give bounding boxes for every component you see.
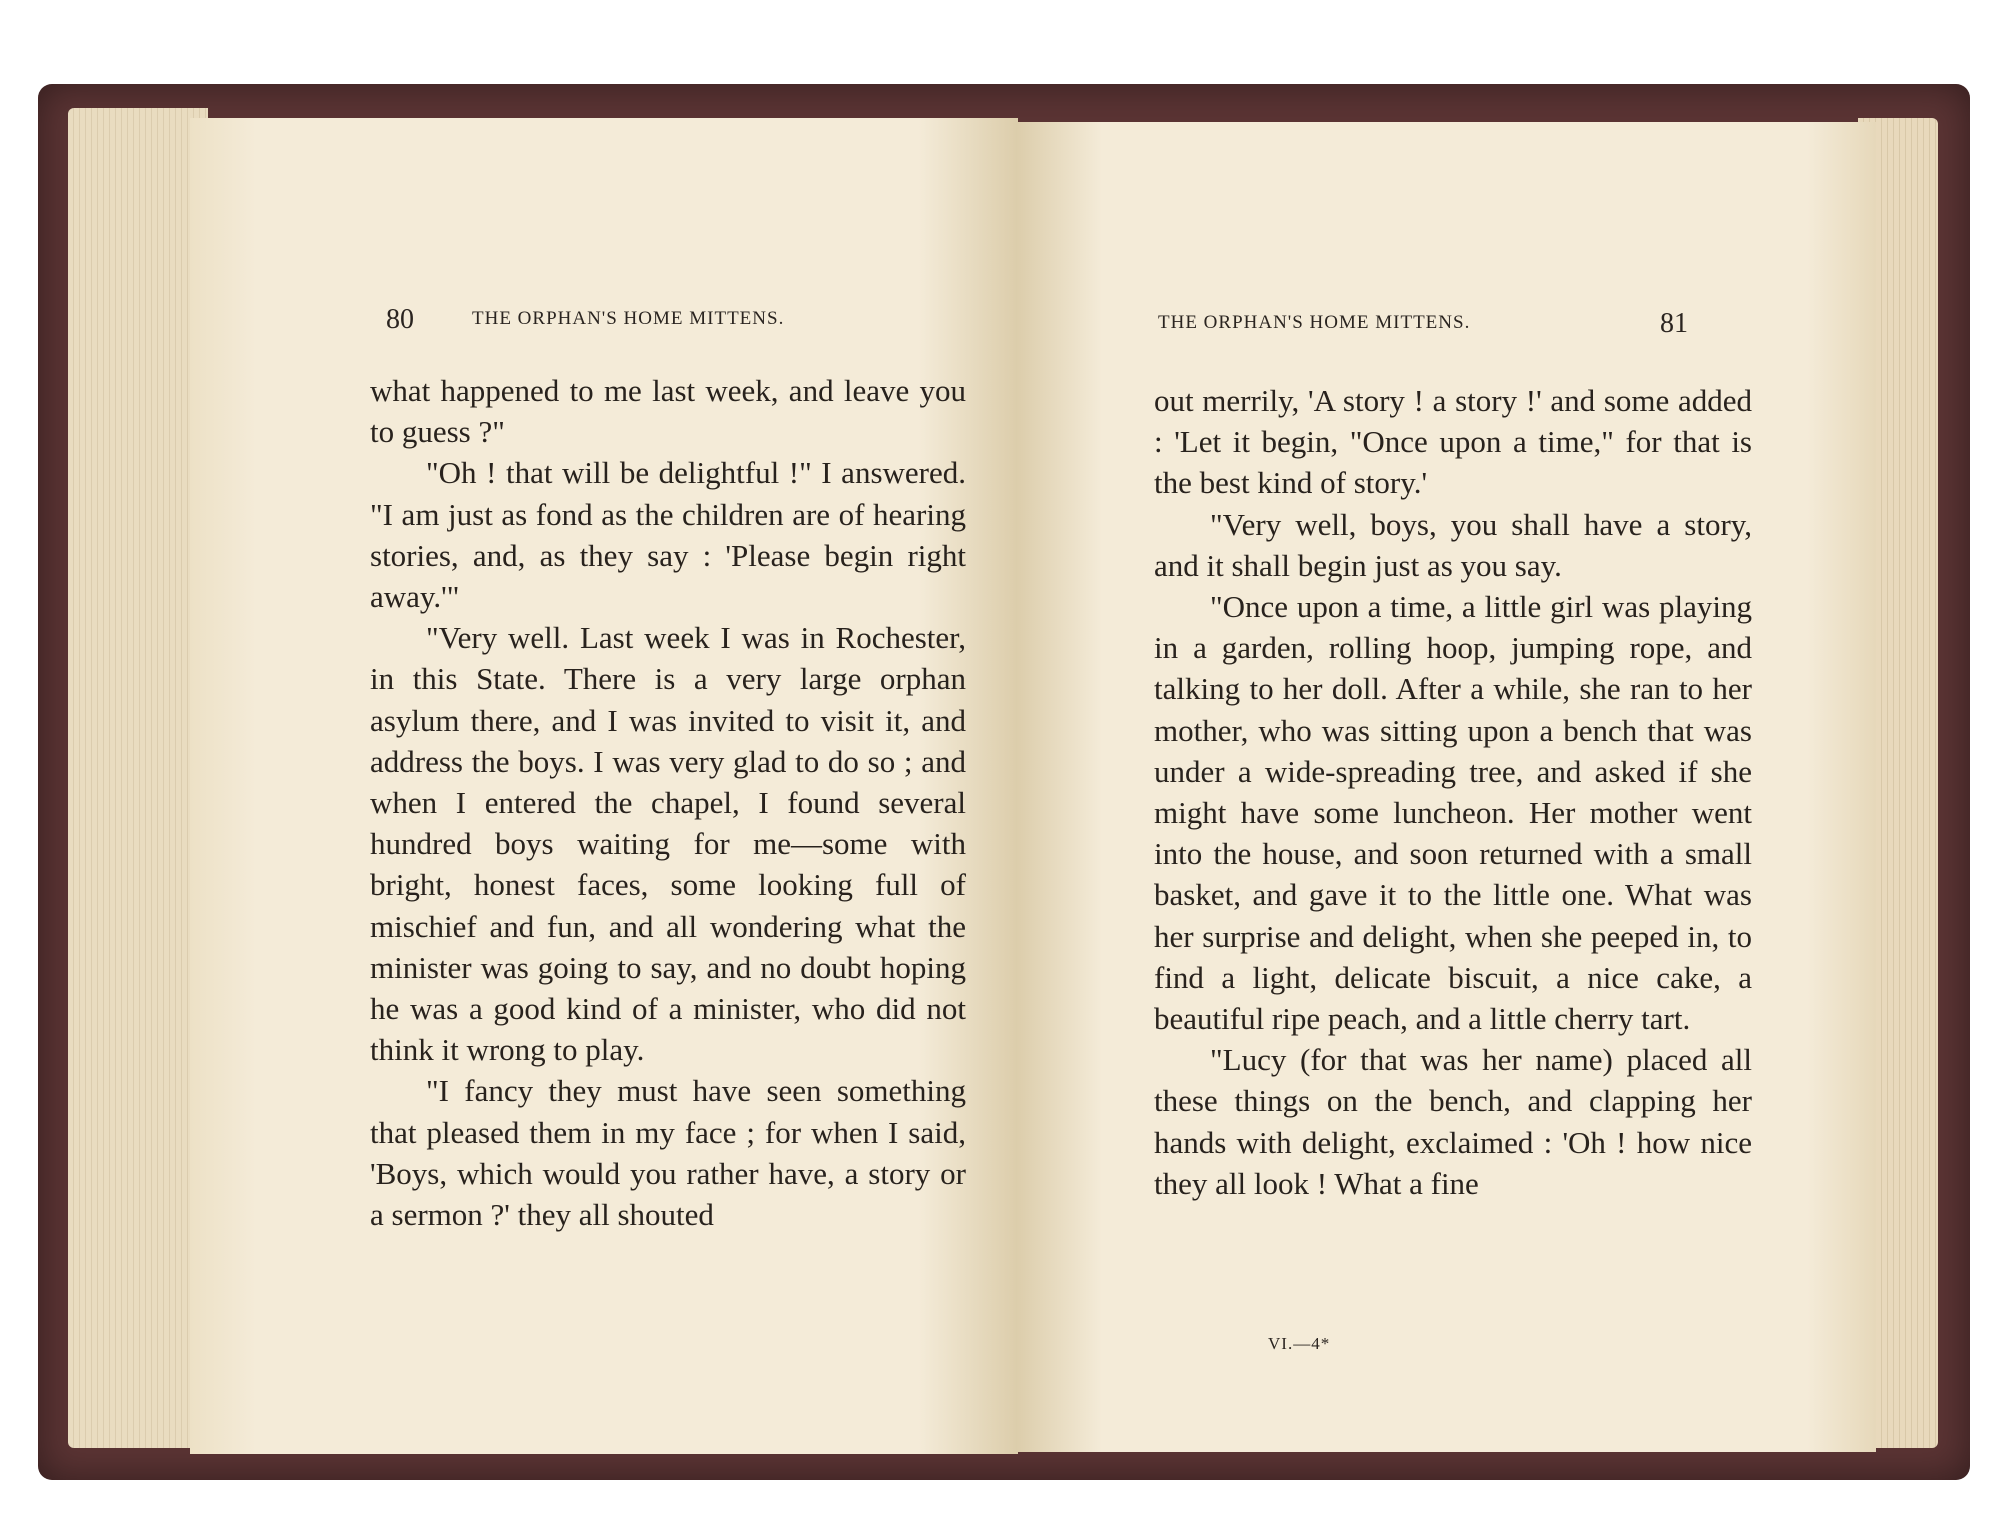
paragraph: "I fancy they must have seen something that pleased them in my face ; for when I said, 'Boys, which would you rather have, a story or a sermon ?' they all shouted [370, 1073, 966, 1233]
paragraph: "Very well. Last week I was in Rochester, in this State. There is a very large orphan asylum there, and I was invited to visit it, and address the boys. I was very glad to do so ; and when I entered the chapel, I found several hundred boys waiting for me—some with bright, honest faces, some looking full of mischief and fun, and all wondering what the minister was going to say, and no doubt hoping he was a good kind of a minister, who did not think it wrong to play. [370, 620, 966, 1068]
running-head: THE ORPHAN'S HOME MITTENS. [472, 308, 785, 329]
paragraph: "Once upon a time, a little girl was playing in a garden, rolling hoop, jumping rope, and talking to her doll. After a while, she ran to her mother, who was sitting upon a bench that was under a wide-spreading tree, and asked if she might have some luncheon. Her mother went into the house, and soon returned with a small basket, and gave it to the little one. What was her surprise and delight, when she peeped in, to find a light, delicate biscuit, a nice cake, a beautiful ripe peach, and a little cherry tart. [1154, 589, 1752, 1037]
left-page [190, 118, 1018, 1454]
left-page-text [370, 370, 966, 1235]
paragraph: "Oh ! that will be delightful !" I answered. "I am just as fond as the children are of hearing stories, and, as they say : 'Please begin right away.'" [370, 455, 966, 615]
right-page [1016, 122, 1876, 1452]
paragraph: "Lucy (for that was her name) placed all these things on the bench, and clapping her hands with delight, exclaimed : 'Oh ! how nice they all look ! What a fine [1154, 1042, 1752, 1201]
page-edges-left [68, 108, 208, 1448]
paragraph: what happened to me last week, and leave you to guess ?" [370, 373, 966, 450]
paragraph: out merrily, 'A story ! a story !' and some added : 'Let it begin, "Once upon a time," for that is the best kind of story.' [1154, 383, 1752, 501]
page-number: 81 [1660, 308, 1688, 339]
page-number: 80 [386, 304, 414, 335]
open-book [28, 78, 1968, 1478]
signature-mark: VI.—4* [1268, 1334, 1331, 1353]
paragraph: "Very well, boys, you shall have a story, and it shall begin just as you say. [1154, 506, 1752, 583]
running-head: THE ORPHAN'S HOME MITTENS. [1158, 312, 1471, 333]
right-page-text [1154, 380, 1752, 1204]
